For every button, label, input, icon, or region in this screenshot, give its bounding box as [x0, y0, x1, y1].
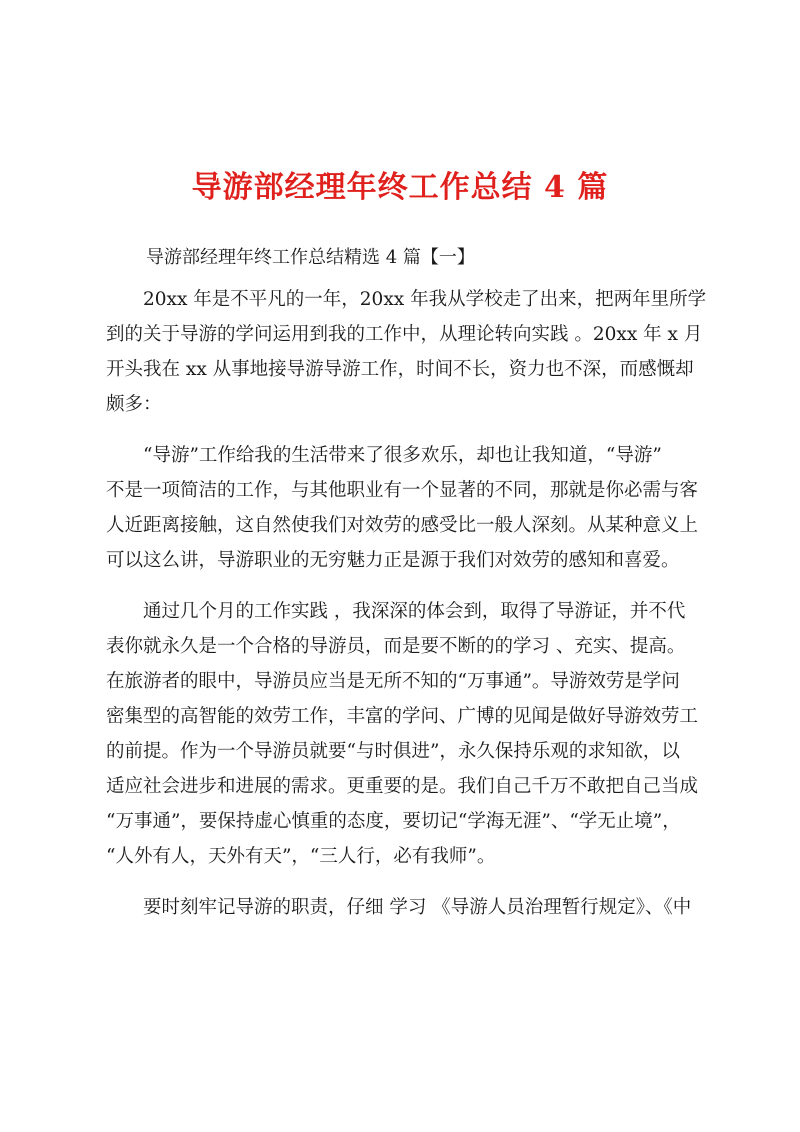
document-title: 导游部经理年终工作总结 4 篇 [191, 170, 609, 205]
paragraph-gap [106, 874, 706, 890]
paragraph-line: 通过几个月的工作实践 ，我深深的体会到，取得了导游证，并不代 [106, 601, 686, 622]
paragraph-line: 颇多： [106, 394, 162, 415]
paragraph-line: 不是一项简洁的工作，与其他职业有一个显著的不同，那就是你必需与客 [106, 480, 699, 501]
paragraph-line: “导游”工作给我的生活带来了很多欢乐，却也让我知道，“导游” [106, 445, 662, 466]
paragraph [106, 438, 706, 578]
paragraph-line: 表你就永久是一个合格的导游员，而是要不断的的学习 、充实、提高。 [106, 636, 686, 657]
paragraph-line: 适应社会进步和进展的需求。更重要的是。我们自己千万不敢把自己当成 [106, 776, 699, 797]
document-body [106, 282, 706, 925]
paragraph-line: “人外有人，天外有天”，“三人行，必有我师”。 [106, 846, 496, 867]
paragraph-line: 可以这么讲，导游职业的无穷魅力正是源于我们对效劳的感知和喜爱。 [106, 550, 680, 571]
paragraph-line: 20xx 年是不平凡的一年，20xx 年我从学校走了出来，把两年里所学 [106, 289, 706, 310]
paragraph-line: “万事通”，要保持虚心慎重的态度，要切记“学海无涯”、“学无止境”， [106, 811, 681, 832]
paragraph [106, 890, 706, 925]
paragraph-line: 在旅游者的眼中，导游员应当是无所不知的“万事通”。导游效劳是学问 [106, 671, 680, 692]
paragraph-line: 密集型的高智能的效劳工作，丰富的学问、广博的见闻是做好导游效劳工 [106, 706, 699, 727]
paragraph-gap [106, 578, 706, 594]
paragraph-line: 要时刻牢记导游的职责，仔细 学习 《导游人员治理暂行规定》、《中 [106, 897, 692, 918]
document-subtitle: 导游部经理年终工作总结精选 4 篇【一】 [146, 247, 475, 268]
paragraph [106, 594, 706, 874]
paragraph-gap [106, 422, 706, 438]
paragraph-line: 开头我在 xx 从事地接导游导游工作，时间不长，资力也不深，而感慨却 [106, 359, 694, 380]
paragraph-line: 人近距离接触，这自然使我们对效劳的感受比一般人深刻。从某种意义上 [106, 515, 699, 536]
paragraph-line: 的前提。作为一个导游员就要“与时俱进”，永久保持乐观的求知欲，以 [106, 741, 680, 762]
paragraph-line: 到的关于导游的学问运用到我的工作中，从理论转向实践 。20xx 年 x 月 [106, 324, 703, 345]
paragraph [106, 282, 706, 422]
